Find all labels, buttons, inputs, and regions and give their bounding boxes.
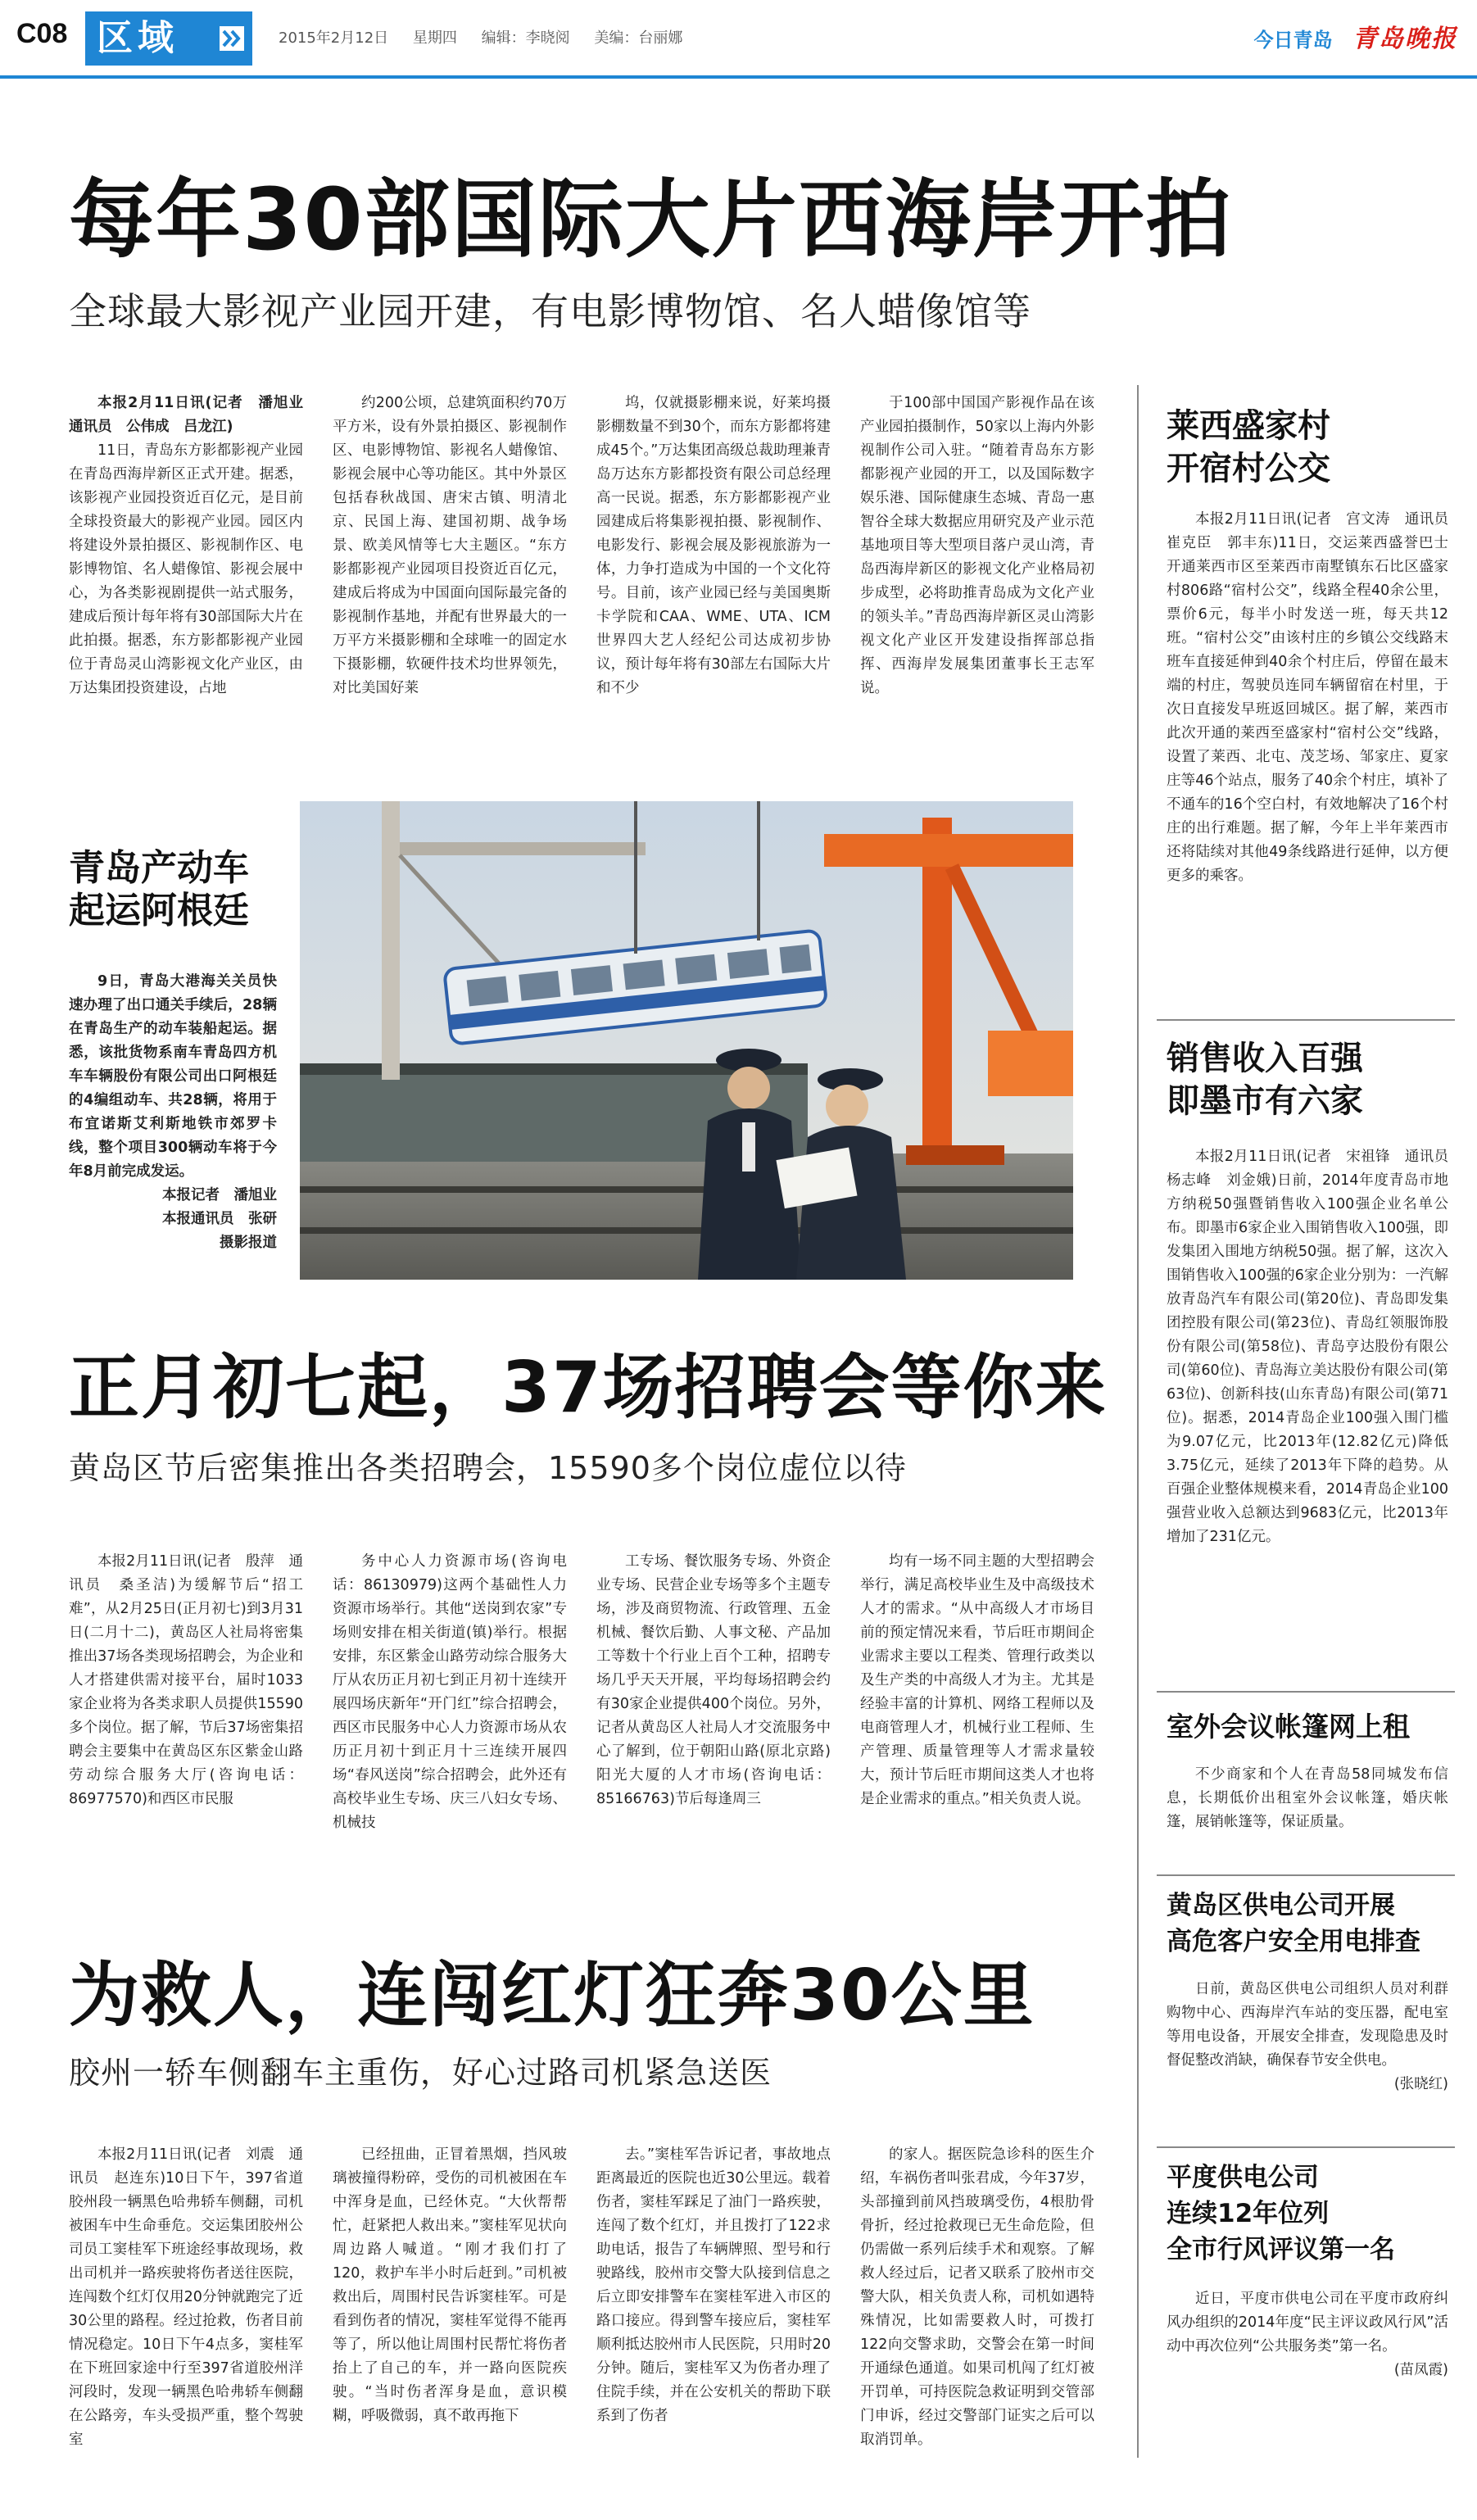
article3-text-4: 的家人。据医院急诊科的医生介绍，车祸伤者叫张君成，今年37岁，头部撞到前风挡玻璃受伤，4根肋骨骨折，经过抢救现已无生命危险，但仍需做一系列后续手术和观察。了解救人经过后，记者又联系了胶州市交警大队，相关负责人称，司机如遇特殊情况，比如需要救人时，可拨打122向交警求助，交警会在第一时间开通绿色通道。如果司机闯了红灯被开罚单，可持医院急救证明到交管部门申诉，经过交警部门证实之后可以取消罚单。 [860,2146,1094,2448]
side4-title [1167,1888,1453,1960]
side3-body [1167,1763,1448,1834]
side-divider-3 [1157,1874,1455,1876]
section-tag [85,11,252,66]
side1-title-line1: 莱西盛家村 [1167,407,1330,445]
newspaper-logo: 青岛晚报 [1352,25,1457,53]
photo-caption-text: 9日，青岛大港海关关员快速办理了出口通关手续后，28辆在青岛生产的动车装船起运。据悉，该批货物系南车青岛四方机车车辆股份有限公司出口阿根廷的4编组动车、共28辆，将用于布宜诺斯艾利斯地铁市郊罗卡线，整个项目300辆动车将于今年8月前完成发运。 [69,973,277,1180]
issue-meta [279,26,702,48]
side5-credit: (苗凤霞) [1393,2362,1448,2378]
article1-col-1 [69,392,318,700]
side5-title-line3: 全市行风评议第一名 [1167,2235,1395,2264]
header-rule [0,75,1477,79]
page-number: C08 [16,18,68,49]
issue-date: 2015年2月12日 [279,29,389,47]
side4-credit: (张晓红) [1393,2076,1448,2092]
article3-col-2 [333,2143,567,2428]
side2-title-line2: 即墨市有六家 [1167,1082,1363,1120]
side4-title-line1: 黄岛区供电公司开展 [1167,1891,1395,1920]
brand [1254,18,1457,54]
side2-title [1167,1037,1445,1122]
article3-col-1 [69,2143,303,2452]
article1-col-3 [596,392,831,700]
photo-train-shipping [300,801,1073,1280]
article2-text-2: 务中心人力资源市场(咨询电话：86130979)这两个基础性人力资源市场举行。其他“送岗到农家”专场则安排在相关街道(镇)举行。根据安排，东区紫金山路劳动综合服务大厅从农历正月初七到正月初十连续开展四场庆新年“开门红”综合招聘会，西区市民服务中心人力资源市场从农历正月初十到正月十三连续开展四场“春风送岗”综合招聘会，此外还有高校毕业生专场、庆三八妇女专场、机械技 [333,1553,567,1831]
port-photo-illustration [300,801,1073,1280]
article3-col-4 [860,2143,1094,2452]
article3-subtitle: 胶州一轿车侧翻车主重伤，好心过路司机紧急送医 [69,2055,772,2091]
side5-title [1167,2160,1453,2268]
side5-body [1167,2287,1448,2382]
side4-title-line2: 高危客户安全用电排查 [1167,1927,1420,1956]
article1-byline: 本报2月11日讯(记者 潘旭业 通讯员 公伟成 吕龙江) [69,395,318,435]
side1-title [1167,405,1445,490]
side-divider-4 [1157,2146,1455,2148]
article3-title: 为救人，连闯红灯狂奔30公里 [69,1955,1035,2037]
article1-col-2 [333,392,567,700]
side5-title-line1: 平度供电公司 [1167,2163,1319,2192]
side1-text: 本报2月11日讯(记者 宫文涛 通讯员 崔克臣 郭丰东)11日，交运莱西盛誉巴士开通莱西市区至莱西市南墅镇东石比区盛家村806路“宿村公交”，线路全程40余公里，票价6元，每半小时发送一班，每天共12班。“宿村公交”由该村庄的乡镇公交线路末班车直接延伸到40余个村庄后，停留在最末端的村庄，驾驶员连同车辆留宿在村里，于次日直接发早班返回城区。据了解，莱西市此次开通的莱西至盛家村“宿村公交”线路，设置了莱西、北屯、茂芝场、邹家庄、夏家庄等46个站点，服务了40余个村庄，填补了不通车的16个空白村，有效地解决了16个村庄的出行难题。据了解，今年上半年莱西市还将陆续对其他49条线路进行延伸，以方便更多的乘客。 [1167,511,1463,884]
side1-body [1167,508,1463,888]
photo-credit-2: 本报通讯员 张研 [162,1211,277,1227]
article2-col-1 [69,1550,303,1811]
double-chevron-icon [220,26,244,51]
article2-text-1: 本报2月11日讯(记者 殷萍 通讯员 桑圣洁)为缓解节后“招工难”，从2月25日(正月初七)到3月31日(二月十二)，黄岛区人社局将密集推出37场各类现场招聘会，为企业和人才搭建供需对接平台，届时1033家企业将为各类求职人员提供15590多个岗位。据了解，节后37场密集招聘会主要集中在黄岛区东区紫金山路劳动综合服务大厅(咨询电话：86977570)和西区市民服 [69,1553,303,1807]
editor-credit: 编辑：李晓阅 [481,29,570,47]
article1-subtitle: 全球最大影视产业园开建，有电影博物馆、名人蜡像馆等 [69,289,1031,333]
article1-text-2: 约200公顷，总建筑面积约70万平方米，设有外景拍摄区、影视制作区、电影博物馆、影视名人蜡像馆、影视会展中心等功能区。其中外景区包括春秋战国、唐宋古镇、明清北京、民国上海、建国初期、战争场景、欧美风情等七大主题区。“东方影都影视产业园项目投资近百亿元，建成后将成为中国面向国际最完备的影视制作基地，并配有世界最大的一万平方米摄影棚和全球唯一的固定水下摄影棚，软硬件技术均世界领先，对比美国好莱 [333,395,567,696]
photo-caption [69,970,277,1255]
article3-text-1: 本报2月11日讯(记者 刘震 通讯员 赵连东)10日下午，397省道胶州段一辆黑色哈弗轿车侧翻，司机被困车中生命垂危。交运集团胶州公司员工窦桂军下班途经事故现场，救出司机并一路疾驶将伤者送往医院，连闯数个红灯仅用20分钟就跑完了近30公里的路程。经过抢救，伤者目前情况稳定。10日下午4点多，窦桂军在下班回家途中行至397省道胶州洋河段时，发现一辆黑色哈弗轿车侧翻在公路旁，车头受损严重，整个驾驶室 [69,2146,303,2448]
article2-col-3 [596,1550,831,1811]
side1-title-line2: 开宿村公交 [1167,450,1330,487]
photo-credit-3: 摄影报道 [220,1235,277,1251]
article2-text-3: 工专场、餐饮服务专场、外资企业专场、民营企业专场等多个主题专场，涉及商贸物流、行政管理、五金机械、餐饮后勤、人事文秘、产品加工等数十个行业上百个工种，招聘专场几乎天天开展，平均每场招聘会约有30家企业提供400个岗位。另外，记者从黄岛区人社局人才交流服务中心了解到，位于朝阳山路(原北京路)阳光大厦的人才市场(咨询电话：85166763)节后每逢周三 [596,1553,831,1807]
article1-text-4: 于100部中国国产影视作品在该产业园拍摄制作，50家以上海内外影视制作公司入驻。“随着青岛东方影都影视产业园的开工，以及国际数字娱乐港、国际健康生态城、青岛一惠智谷全球大数据应用研究及产业示范基地项目等大型项目落户灵山湾，青岛西海岸新区的影视文化产业格局初步成型，必将助推青岛成为文化产业的领头羊。”青岛西海岸新区灵山湾影视文化产业区开发建设指挥部总指挥、西海岸发展集团董事长王志军说。 [860,395,1094,696]
sidebar-rule [1137,385,1139,2458]
article2-subtitle: 黄岛区节后密集推出各类招聘会，15590多个岗位虚位以待 [69,1450,907,1486]
photo-credit-1: 本报记者 潘旭业 [162,1187,277,1203]
article3-text-3: 去。”窦桂军告诉记者，事故地点距离最近的医院也近30公里远。载着伤者，窦桂军踩足了油门一路疾驶，连闯了数个红灯，并且拨打了122求助电话，报告了车辆牌照、型号和行驶路线，胶州市交警大队接到信息之后立即安排警车在窦桂军进入市区的路口接应。得到警车接应后，窦桂军顺利抵达胶州市人民医院，只用时20分钟。随后，窦桂军又为伤者办理了住院手续，并在公安机关的帮助下联系到了伤者 [596,2146,831,2424]
side-divider-2 [1157,1691,1455,1693]
side4-body [1167,1978,1448,2096]
side4-text: 日前，黄岛区供电公司组织人员对利群购物中心、西海岸汽车站的变压器，配电室等用电设备，开展安全排查，发现隐患及时督促整改消缺，确保春节安全供电。 [1167,1981,1448,2069]
issue-weekday: 星期四 [412,29,457,47]
side2-title-line1: 销售收入百强 [1167,1040,1363,1077]
article3-text-2: 已经扭曲，正冒着黑烟，挡风玻璃被撞得粉碎，受伤的司机被困在车中浑身是血，已经休克。“大伙帮帮忙，赶紧把人救出来。”窦桂军见状向周边路人喊道。“刚才我们打了120，救护车半小时后赶到。”司机被救出后，周围村民告诉窦桂军。可是看到伤者的情况，窦桂军觉得不能再等了，所以他让周围村民帮忙将伤者抬上了自己的车，并一路向医院疾驶。“当时伤者浑身是血，意识模糊，呼吸微弱，真不敢再拖下 [333,2146,567,2424]
side5-title-line2: 连续12年位列 [1167,2199,1330,2228]
section-label: 区域 [97,17,179,59]
side2-body [1167,1145,1463,1549]
article1-title: 每年30部国际大片西海岸开拍 [69,170,1233,270]
article1-text-3: 坞，仅就摄影棚来说，好莱坞摄影棚数量不到30个，而东方影都将建成45个。”万达集团高级总裁助理兼青岛万达东方影都投资有限公司总经理高一民说。据悉，东方影都影视产业园建成后将集影视拍摄、影视制作、电影发行、影视会展及影视旅游为一体，力争打造成为中国的一个文化符号。目前，该产业园已经与美国奥斯卡学院和CAA、WME、UTA、ICM世界四大艺人经纪公司达成初步协议，预计每年将有30部左右国际大片和不少 [596,395,831,696]
side2-text: 本报2月11日讯(记者 宋祖锋 通讯员 杨志峰 刘金娥)日前，2014年度青岛市地方纳税50强暨销售收入100强企业名单公布。即墨市6家企业入围销售收入100强，即发集团入围地方纳税50强。据了解，这次入围销售收入100强的6家企业分别为：一汽解放青岛汽车有限公司(第20位)、青岛即发集团控股有限公司(第23位)、青岛红领服饰股份有限公司(第58位)、青岛亨达股份有限公司(第60位)、青岛海立美达股份有限公司(第63位)、创新科技(山东青岛)有限公司(第71位)。据悉，2014青岛企业100强入围门槛为9.07亿元，比2013年(12.82亿元)降低3.75亿元，延续了2013年下降的趋势。从百强企业整体规模来看，2014青岛企业100强营业收入总额达到9683亿元，比2013年增加了231亿元。 [1167,1149,1463,1545]
side5-text: 近日，平度市供电公司在平度市政府纠风办组织的2014年度“民主评议政风行风”活动中再次位列“公共服务类”第一名。 [1167,2291,1448,2355]
article3-col-3 [596,2143,831,2428]
side3-text: 不少商家和个人在青岛58同城发布信息，长期低价出租室外会议帐篷，婚庆帐篷，展销帐篷等，保证质量。 [1167,1766,1448,1830]
brand-column: 今日青岛 [1253,29,1333,52]
article1-text-1: 11日，青岛东方影都影视产业园在青岛西海岸新区正式开建。据悉，该影视产业园投资近百亿元，是目前全球投资最大的影视产业园。园区内将建设外景拍摄区、影视制作区、电影博物馆、名人蜡像馆、影视会展中心，为各类影视剧提供一站式服务，建成后预计每年将有30部国际大片在此拍摄。据悉，东方影都影视产业园位于青岛灵山湾影视文化产业区，由万达集团投资建设，占地 [69,442,303,696]
side-divider-1 [1157,1019,1455,1021]
side3-title: 室外会议帐篷网上租 [1167,1711,1410,1743]
article2-title: 正月初七起，37场招聘会等你来 [69,1347,1108,1429]
designer-credit: 美编：台丽娜 [594,29,683,47]
article2-col-4 [860,1550,1094,1811]
article2-text-4: 均有一场不同主题的大型招聘会举行，满足高校毕业生及中高级技术人才的需求。“从中高级人才市场目前的预定情况来看，节后旺市期间企业需求主要以工程类、管理行政类以及生产类的中高级人才为主。尤其是经验丰富的计算机、网络工程师以及电商管理人才，机械行业工程师、生产管理、质量管理等人才需求量较大，预计节后旺市期间这类人才也将是企业需求的重点。”相关负责人说。 [860,1553,1094,1807]
photo-caption-title: 青岛产动车起运阿根廷 [69,847,249,931]
article2-col-2 [333,1550,567,1835]
article1-col-4 [860,392,1094,700]
